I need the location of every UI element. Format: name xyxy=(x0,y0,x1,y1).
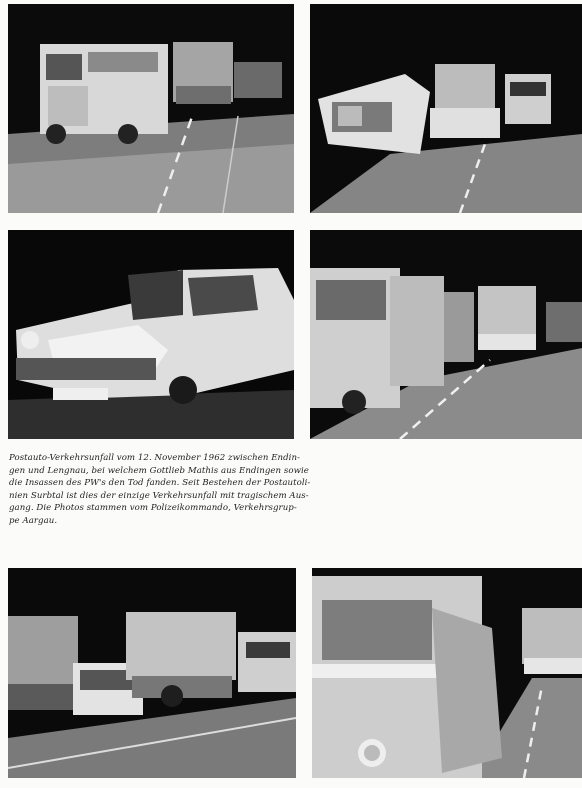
accident-photo-3 xyxy=(8,230,294,439)
accident-photo-2 xyxy=(310,4,582,213)
photo-4-image xyxy=(310,230,582,439)
photo-6-image xyxy=(312,568,582,778)
caption-line: pe Aargau. xyxy=(9,515,58,526)
caption-line: die Insassen des PW's den Tod fanden. Seit Bestehen der Postautoli- xyxy=(9,478,311,489)
caption-line: gen und Lengnau, bei welchem Gottlieb Mathis aus Endingen sowie xyxy=(9,465,309,476)
caption-line: gang. Die Photos stammen vom Polizeikommando, Verkehrsgrup- xyxy=(9,503,297,514)
accident-photo-4 xyxy=(310,230,582,439)
photo-1-image xyxy=(8,4,294,213)
photo-5-image xyxy=(8,568,296,778)
accident-photo-1 xyxy=(8,4,294,213)
caption-line: Postauto-Verkehrsunfall vom 12. November 1962 zwischen Endin- xyxy=(9,453,301,463)
photo-3-image xyxy=(8,230,294,439)
caption-line: nien Surbtal ist dies der einzige Verkehrsunfall mit tragischem Aus- xyxy=(9,490,309,501)
accident-photo-5 xyxy=(8,568,296,778)
photo-2-image xyxy=(310,4,582,213)
photo-caption xyxy=(9,452,311,528)
accident-photo-6 xyxy=(312,568,582,778)
